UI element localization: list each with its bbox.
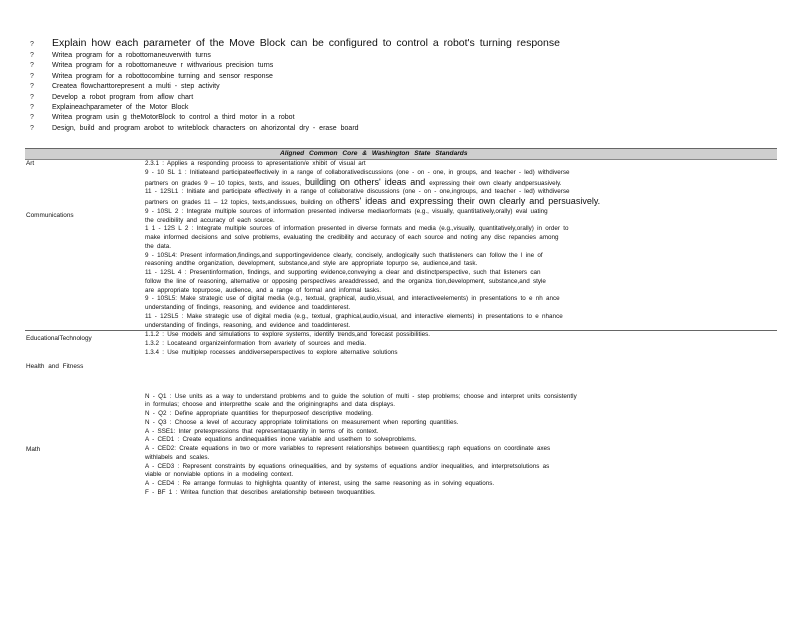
bullet: ? bbox=[30, 72, 34, 80]
table-body bbox=[25, 160, 777, 498]
standards-table bbox=[25, 148, 777, 498]
standard-line: 1.3.4 : Use multiplep rocesses anddiverseperspectives to explore alternative solutions bbox=[145, 348, 398, 356]
bullet: ? bbox=[30, 83, 34, 91]
subject-cell bbox=[25, 363, 145, 392]
bullet: ? bbox=[30, 41, 34, 48]
standard-line: 11 - 12SL 4 : Presentinformation, findings, and supporting evidence,conveying a clear and distinctperspective, such that listeners can bbox=[145, 269, 541, 276]
objective-text: Explaineachparameter of the Motor Block bbox=[52, 104, 189, 112]
subject-cell bbox=[25, 160, 145, 169]
standard-line: 9 - 10SL4: Present information,findings,and supportingevidence clearly, concisely, andlogically such thatlisteners can follow the l ine of bbox=[145, 251, 543, 259]
list-item bbox=[30, 103, 770, 113]
objective-text: Createa flowcharttorepresent a multi - step activity bbox=[52, 83, 220, 91]
standard-line: F - BF 1 : Writea function that describes arelationship between twoquantities. bbox=[145, 488, 376, 496]
row-spacer bbox=[25, 358, 777, 367]
list-item bbox=[30, 113, 770, 123]
standard-line: withlabels and scales. bbox=[145, 453, 210, 461]
bullet: ? bbox=[30, 114, 34, 122]
table-header-label: Aligned Common Core & Washington State Standards bbox=[280, 150, 468, 157]
list-item bbox=[30, 93, 770, 103]
list-item bbox=[30, 61, 770, 71]
standard-line: the credibility and accuracy of each source. bbox=[145, 216, 275, 224]
standard-line: A - SSE1: Inter pretexpressions that representaquantity in terms of its context. bbox=[145, 427, 379, 435]
standard-line: understanding of findings, reasoning, and evidence and toaddinterest. bbox=[145, 321, 351, 329]
standards-cell bbox=[145, 366, 777, 392]
standard-line: 1 1 - 12S L 2 : Integrate multiple sources of information presented in diverse formats and media (e.g.,visually, quantitatively,orally) in order to bbox=[145, 225, 569, 233]
table-row bbox=[25, 393, 777, 498]
standard-line: 9 - 10 SL 1 : Initiateand participateeffectively in a range of collaborativediscussions (one - on - one, in groups, and teacher - led) withdiverse bbox=[145, 168, 570, 176]
subject-cell bbox=[25, 331, 145, 357]
standard-line: A - CED2: Create equations in two or more variables to represent relationships between quantities;g raph equations on coordinate axes bbox=[145, 445, 551, 452]
standard-line: 1.1.2 : Use models and simulations to explore systems, identify trends,and forecast possibilities. bbox=[145, 331, 431, 339]
table-row bbox=[25, 169, 777, 332]
standard-fragment: thers' ideas and expressing their own clearly and persuasively. bbox=[339, 196, 601, 206]
objective-text: Writea program for a robottocombine turning and sensor response bbox=[52, 72, 273, 80]
standard-line: make informed decisions and solve problems, evaluating the credibility and accuracy of each source and noting any disc repancies among bbox=[145, 234, 559, 241]
standard-line: A - CED4 : Re arrange formulas to highlighta quantity of interest, using the same reasoning as in solving equations. bbox=[145, 480, 495, 487]
standard-line: 9 - 10SL 2 : Integrate multiple sources of information presented indiverse mediaorformats (e.g., visually, quantitatively,orally) eval uating bbox=[145, 207, 548, 215]
bullet: ? bbox=[30, 52, 34, 59]
objective-text: Writea program usin g theMotorBlock to control a third motor in a robot bbox=[52, 114, 295, 122]
objective-text: Develop a robot program from aflow chart bbox=[52, 93, 194, 101]
standard-line: A - CED1 : Create equations andinequalities inone variable and usethem to solveproblems. bbox=[145, 436, 417, 444]
standard-line: reasoning andthe organization, development, substance,and style are appropriate topurpo se, audience,and task. bbox=[145, 260, 478, 268]
standard-fragment: expressing their own clearly andpersuasively. bbox=[429, 179, 562, 187]
standard-line: 9 - 10SL5: Make strategic use of digital media (e.g., textual, graphical, audio,visual, and interactiveelements) in presentations to e nh ance bbox=[145, 295, 560, 303]
objective-text: Writea program for a robottomaneuverwith turns bbox=[52, 52, 211, 59]
subject-label: EducationalTechnology bbox=[26, 335, 92, 343]
standard-line: understanding of findings, reasoning, and evidence and toaddinterest. bbox=[145, 304, 351, 311]
table-row bbox=[25, 363, 777, 392]
bullet: ? bbox=[30, 62, 34, 70]
objective-text: Writea program for a robottomaneuve r withvarious precision turns bbox=[52, 62, 274, 70]
standard-line: 1.3.2 : Locateand organizeinformation from avariety of sources and media. bbox=[145, 340, 367, 347]
objective-text: Design, build and program arobot to writeblock characters on ahorizontal dry - erase board bbox=[52, 124, 359, 132]
standard-line: N - Q3 : Choose a level of accuracy appropriate tolimitations on measurement when reporting quantities. bbox=[145, 418, 459, 426]
subject-cell bbox=[25, 169, 145, 331]
standard-line: partners on grades 9 – 10 topics, texts, and issues, building on others' ideas and expressing their own clearly andpersuasively. bbox=[145, 176, 562, 187]
standard-line: are appropriate topurpose, audience, and a range of formal and informal tasks. bbox=[145, 286, 381, 294]
bullet: ? bbox=[30, 93, 34, 101]
objectives-list bbox=[30, 37, 770, 134]
list-item bbox=[30, 82, 770, 92]
list-item bbox=[30, 72, 770, 82]
standard-line: in formulas; choose and interpretthe scale and the originingraphs and data displays. bbox=[145, 401, 395, 409]
objective-text: Explain how each parameter of the Move Block can be configured to control a robot's turning response bbox=[52, 37, 560, 49]
standard-line: N - Q2 : Define appropriate quantities for thepurposeof descriptive modeling. bbox=[145, 410, 373, 417]
bullet: ? bbox=[30, 104, 34, 112]
subject-label: Health and Fitness bbox=[26, 363, 84, 371]
table-header bbox=[25, 149, 777, 160]
standards-cell bbox=[145, 160, 777, 169]
subject-label: Communications bbox=[26, 211, 74, 219]
subject-label: Math bbox=[26, 445, 41, 453]
standard-line: the data. bbox=[145, 242, 172, 250]
standards-cell bbox=[145, 331, 777, 357]
standards-cell bbox=[145, 393, 777, 498]
standard-line: partners on grades 11 – 12 topics, texts,andissues, building on others' ideas and expressing their own clearly and persuasively. bbox=[145, 196, 601, 206]
standard-line: 2.3.1 : Applies a responding process to apresentation/e xhibit of visual art bbox=[145, 160, 366, 167]
table-row bbox=[25, 160, 777, 169]
table-row bbox=[25, 331, 777, 357]
bullet: ? bbox=[30, 124, 34, 132]
list-item bbox=[30, 51, 770, 61]
subject-label: Art bbox=[26, 160, 35, 167]
list-item bbox=[30, 124, 770, 134]
standard-line: A - CED3 : Represent constraints by equations orinequalities, and by systems of equations and/or inequalities, and interpretsolutions as bbox=[145, 462, 550, 470]
subject-cell bbox=[25, 393, 145, 498]
standard-line: N - Q1 : Use units as a way to understand problems and to guide the solution of multi - step problems; choose and interpret units consistently bbox=[145, 392, 577, 400]
standard-fragment: building on others' ideas and bbox=[300, 176, 430, 187]
list-item bbox=[30, 37, 770, 51]
standard-line: 11 - 12SL5 : Make strategic use of digital media (e.g., textual, graphical,audio,visual, and interactive elements) in presentations to e nhance bbox=[145, 312, 563, 320]
standard-line: follow the line of reasoning, alternative or opposing perspectives areaddressed, and the organiza tion,development, substance,and style bbox=[145, 277, 546, 285]
standard-line: viable or nonviable options in a modeling context. bbox=[145, 471, 294, 479]
standards-cell bbox=[145, 169, 777, 331]
standard-line: 11 - 12SL1 : Initiate and participate effectively in a range of collaborative discussions (one - on - one,ingroups, and teacher - led) withdiverse bbox=[145, 188, 570, 196]
